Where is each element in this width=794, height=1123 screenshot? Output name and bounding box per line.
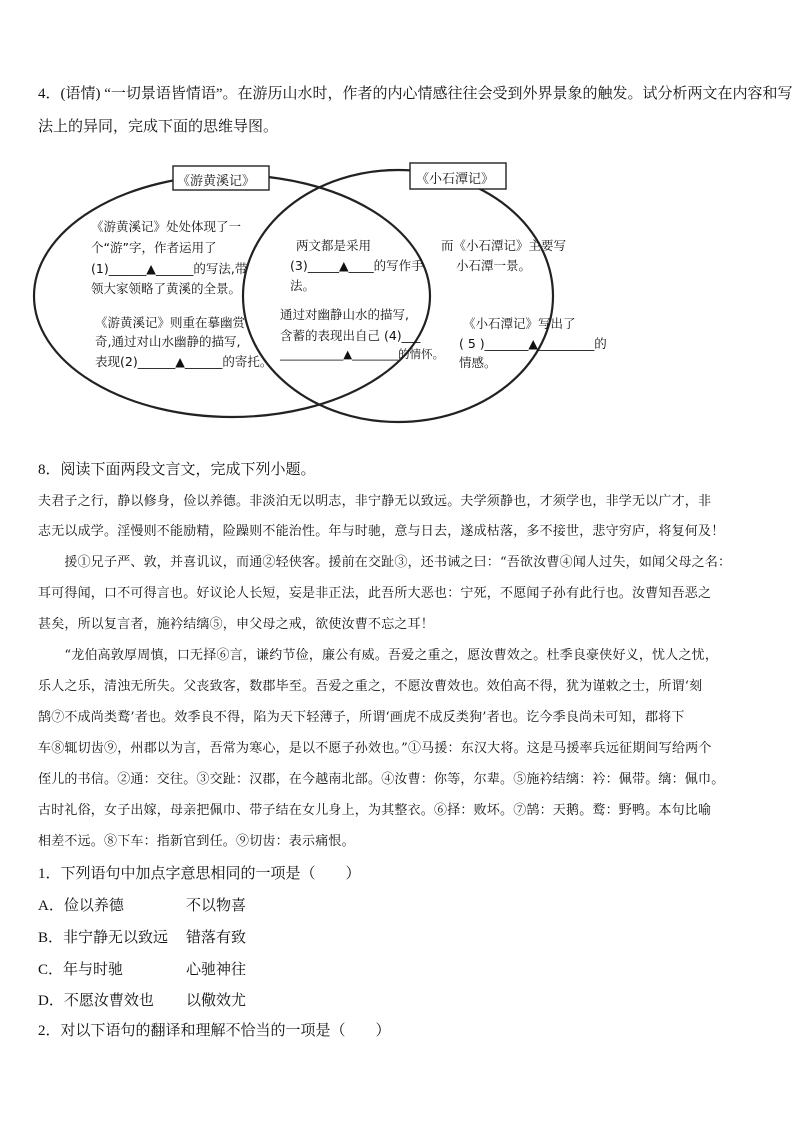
passage-line-12: 相差不远。⑧下车：指新官到任。⑨切齿：表示痛恨。 xyxy=(38,834,355,849)
passage-line-2: 志无以成学。淫慢则不能励精，险躁则不能治性。年与时驰，意与日去，遂成枯落，多不接世，悲守穷庐，将复何及！ xyxy=(38,524,725,539)
q1-option-a-label: A．俭以养德 xyxy=(38,898,124,914)
middle-lower-2: 含蓄的表现出自己 (4)___ xyxy=(280,328,421,343)
passage-line-9: 车⑧辄切齿⑨，州郡以为言，吾常为寒心，是以不愿子孙效也。”①马援：东汉大将。这是马援率兵远征期间写给两个 xyxy=(38,741,712,756)
passage-line-8: 鹄⑦不成尚类鹜’者也。效季良不得，陷为天下轻薄子，所谓‘画虎不成反类狗’者也。讫今季良尚未可知，郡将下 xyxy=(38,710,685,725)
right-lower-2: ( 5 )_______▲_________的 xyxy=(459,336,607,351)
q1-option-a-pair: 不以物喜 xyxy=(186,898,247,914)
middle-lower-3: ___________▲________的情怀。 xyxy=(280,347,445,361)
middle-upper-1: 两文都是采用 xyxy=(296,238,372,253)
q1-option-b-label: B．非宁静无以致远 xyxy=(38,930,169,946)
q1-option-d-label: D．不愿汝曹效也 xyxy=(38,993,154,1009)
right-ellipse xyxy=(243,170,553,422)
passage-line-1: 夫君子之行，静以修身，俭以养德。非淡泊无以明志，非宁静无以致远。夫学须静也，才须学也，非学无以广才，非 xyxy=(38,494,712,509)
left-title: 《游黄溪记》 xyxy=(177,174,256,189)
passage-line-3: 援①兄子严、敦，并喜讥议，而通②轻侠客。援前在交趾③，还书诫之曰：“吾欲汝曹④闻人过失，如闻父母之名： xyxy=(38,555,732,570)
left-upper-1: 《游黄溪记》处处体现了一 xyxy=(91,219,242,234)
left-upper-2: 个“游”字，作者运用了 xyxy=(91,240,217,255)
q2-stem: 2．对以下语句的翻译和理解不恰当的一项是（ ） xyxy=(38,1023,391,1039)
passage-line-7: 乐人之乐，清浊无所失。父丧致客，数郡毕至。吾爱之重之，不愿汝曹效也。效伯高不得，犹为谨敕之士，所谓‘刻 xyxy=(38,679,703,694)
middle-upper-3: 法。 xyxy=(290,278,316,293)
q4-line1: 4．(语情) “一切景语皆情语”。在游历山水时，作者的内心情感往往会受到外界景象的触发。试分析两文在内容和写 xyxy=(38,86,793,102)
right-upper-2: 小石潭一景。 xyxy=(456,258,532,273)
q1-option-b-pair: 错落有致 xyxy=(186,930,247,946)
q4-line2: 法上的异同，完成下面的思维导图。 xyxy=(38,119,279,135)
q1-option-c-pair: 心驰神往 xyxy=(186,962,247,978)
left-upper-3: (1)______▲______的写法,带 xyxy=(91,261,248,276)
q1-stem: 1．下列语句中加点字意思相同的一项是（ ） xyxy=(38,866,361,882)
passage-line-5: 甚矣，所以复言者，施衿结缡⑤，申父母之戒，欲使汝曹不忘之耳！ xyxy=(38,617,435,632)
passage-line-11: 古时礼俗，女子出嫁，母亲把佩巾、带子结在女儿身上，为其整衣。⑥择：败坏。⑦鹄：天鹅。鹜：野鸭。本句比喻 xyxy=(38,803,712,818)
right-title: 《小石潭记》 xyxy=(416,172,495,187)
middle-upper-2: (3)_____▲____的写作手 xyxy=(290,258,424,273)
right-lower-1: 《小石潭记》写出了 xyxy=(463,316,576,331)
left-lower-2: 奇,通过对山水幽静的描写, xyxy=(95,334,241,349)
q1-option-d-pair: 以儆效尤 xyxy=(186,993,247,1009)
left-lower-3: 表现(2)______▲______的寄托。 xyxy=(95,354,273,369)
q1-option-c-label: C．年与时驰 xyxy=(38,962,124,978)
middle-lower-1: 通过对幽静山水的描写, xyxy=(280,307,409,322)
right-upper-1: 而《小石潭记》主要写 xyxy=(441,238,567,253)
passage-line-6: “龙伯高敦厚周慎，口无择⑥言，谦约节俭，廉公有威。吾爱之重之，愿汝曹效之。杜季良豪侠好义，忧人之忧， xyxy=(38,648,719,663)
left-upper-4: 领大家领略了黄溪的全景。 xyxy=(91,281,242,296)
passage-line-4: 耳可得闻，口不可得言也。好议论人长短，妄是非正法，此吾所大恶也：宁死，不愿闻子孙有此行也。汝曹知吾恶之 xyxy=(38,586,712,601)
passage-line-10: 侄儿的书信。②通：交往。③交趾：汉郡，在今越南北部。④汝曹：你等，尔辈。⑤施衿结缡：衿：佩带。缡：佩巾。 xyxy=(38,772,725,787)
left-lower-1: 《游黄溪记》则重在摹幽赏 xyxy=(95,315,246,330)
right-lower-3: 情感。 xyxy=(459,355,497,370)
q8-heading: 8．阅读下面两段文言文，完成下列小题。 xyxy=(38,462,316,478)
